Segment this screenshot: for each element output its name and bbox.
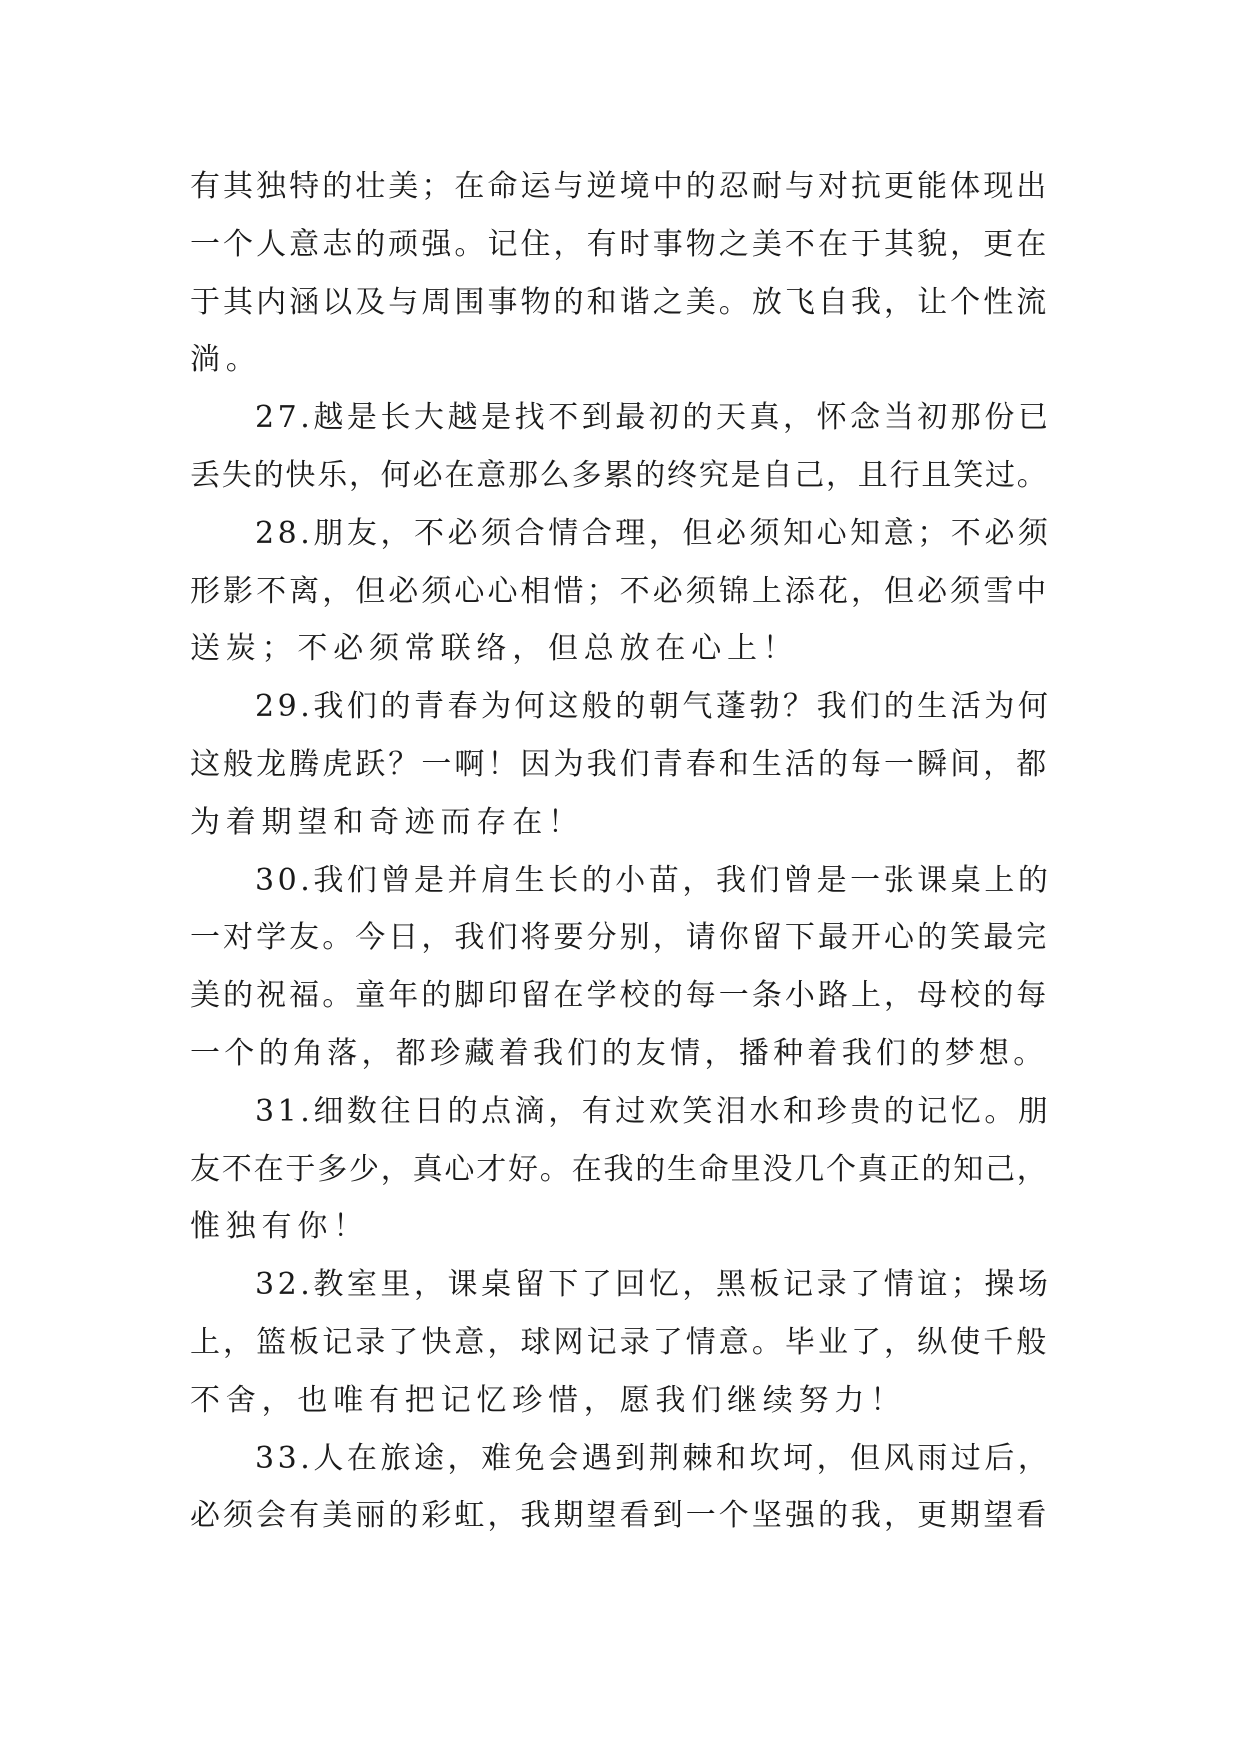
text-line: 不舍，也唯有把记忆珍惜，愿我们继续努力！ (190, 1382, 906, 1418)
text-line: 一对学友。今日，我们将要分别，请你留下最开心的笑最完 (190, 920, 1050, 956)
text-line: 一个人意志的顽强。记住，有时事物之美不在于其貌，更在 (190, 226, 1050, 262)
text-line: 29.我们的青春为何这般的朝气蓬勃？我们的生活为何 (255, 689, 1052, 725)
text-line: 31.细数往日的点滴，有过欢笑泪水和珍贵的记忆。朋 (255, 1093, 1052, 1129)
text-line: 28.朋友，不必须合情合理，但必须知心知意；不必须 (255, 515, 1052, 551)
text-line: 必须会有美丽的彩虹，我期望看到一个坚强的我，更期望看 (190, 1498, 1050, 1534)
text-line: 送炭；不必须常联络，但总放在心上！ (190, 631, 799, 667)
text-line: 33.人在旅途，难免会遇到荆棘和坎坷，但风雨过后， (255, 1440, 1052, 1476)
paragraph-31 (190, 1083, 1052, 1256)
paragraph-29 (190, 678, 1052, 851)
paragraph-27 (190, 389, 1052, 505)
text-line: 27.越是长大越是找不到最初的天真，怀念当初那份已 (255, 400, 1052, 436)
document-body (190, 158, 1052, 1545)
text-line: 这般龙腾虎跃？一啊！因为我们青春和生活的每一瞬间，都 (190, 746, 1050, 782)
text-line: 一个的角落，都珍藏着我们的友情，播种着我们的梦想。 (190, 1035, 1048, 1071)
text-line: 淌。 (190, 342, 262, 378)
text-line: 友不在于多少，真心才好。在我的生命里没几个真正的知己， (190, 1151, 1049, 1187)
text-line: 惟独有你！ (190, 1209, 369, 1245)
paragraph-30 (190, 852, 1052, 1083)
text-line: 有其独特的壮美；在命运与逆境中的忍耐与对抗更能体现出 (190, 169, 1050, 204)
text-line: 形影不离，但必须心心相惜；不必须锦上添花，但必须雪中 (190, 573, 1050, 609)
paragraph-28 (190, 505, 1052, 678)
text-line: 美的祝福。童年的脚印留在学校的每一条小路上，母校的每 (190, 978, 1050, 1014)
text-line: 上，篮板记录了快意，球网记录了情意。毕业了，纵使千般 (190, 1324, 1050, 1360)
text-line: 丢失的快乐，何必在意那么多累的终究是自己，且行且笑过。 (190, 457, 1049, 493)
text-line: 32.教室里，课桌留下了回忆，黑板记录了情谊；操场 (255, 1267, 1052, 1303)
paragraph-32 (190, 1256, 1052, 1429)
text-line: 于其内涵以及与周围事物的和谐之美。放飞自我，让个性流 (190, 284, 1050, 320)
text-line: 30.我们曾是并肩生长的小苗，我们曾是一张课桌上的 (255, 862, 1052, 898)
paragraph-33 (190, 1430, 1052, 1546)
paragraph-continued (190, 158, 1052, 389)
text-line: 为着期望和奇迹而存在！ (190, 804, 584, 840)
